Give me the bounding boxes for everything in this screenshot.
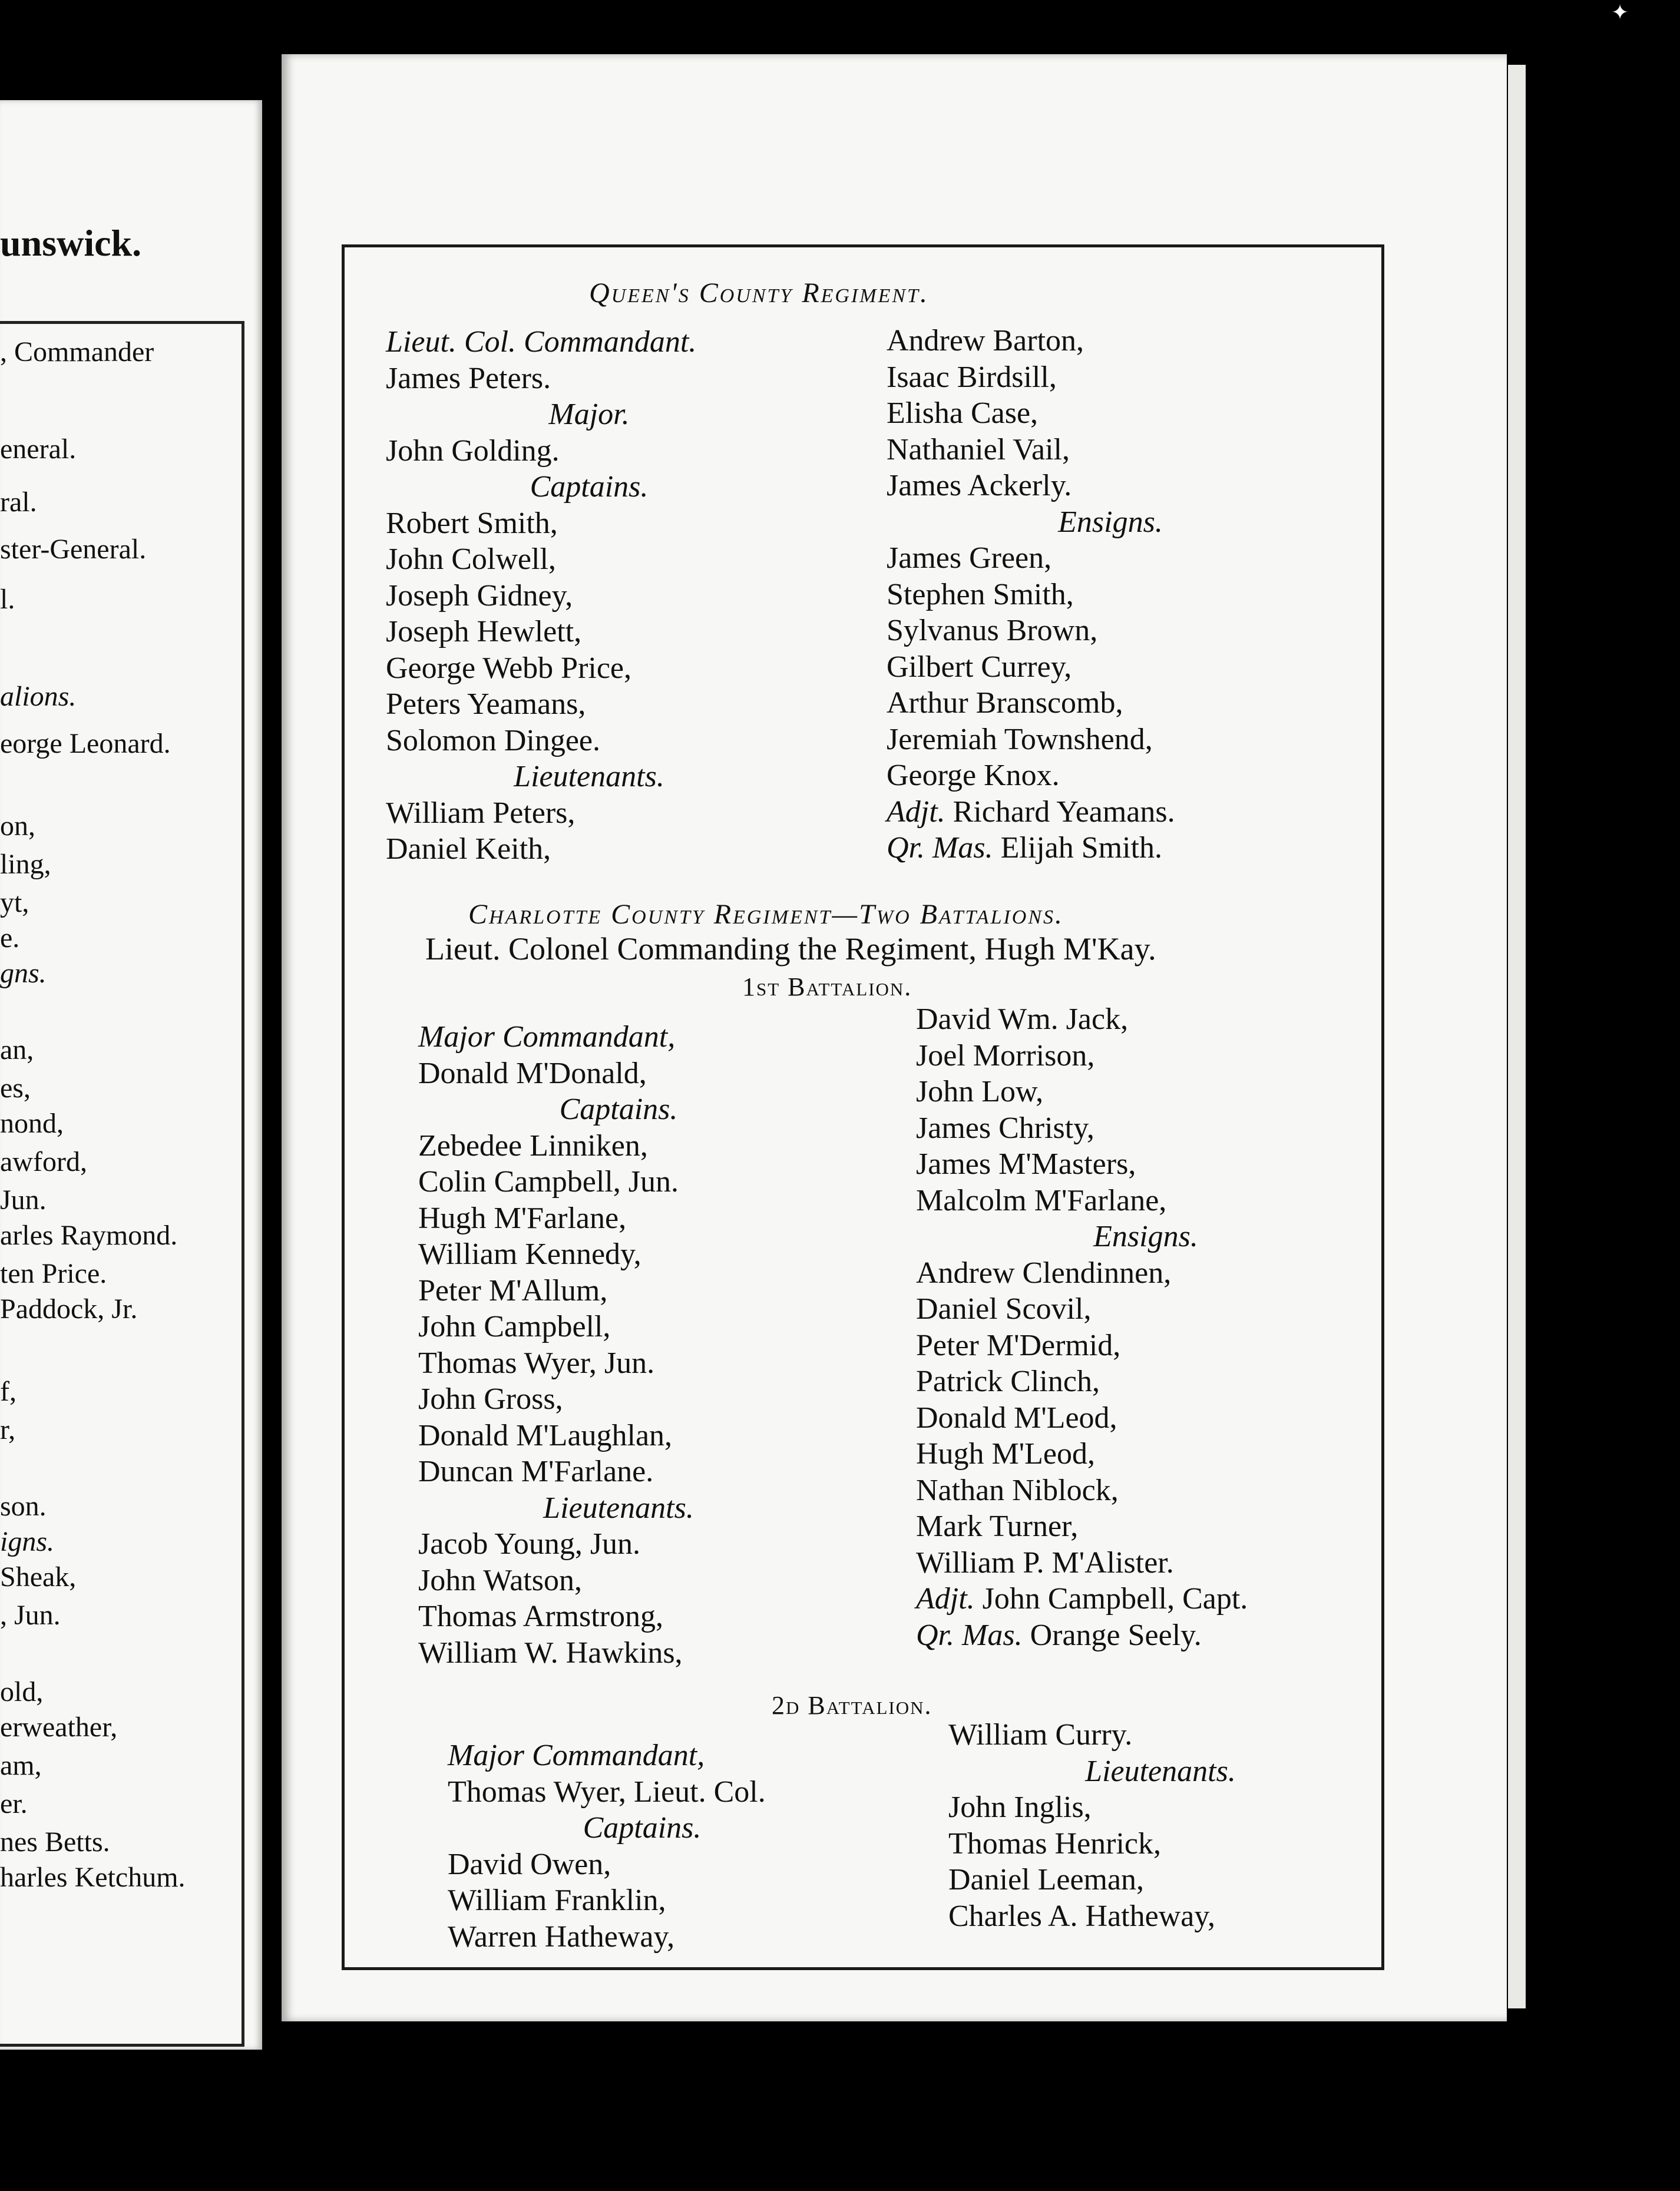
- officer-name: James Christy,: [916, 1111, 1094, 1145]
- officer-name: Arthur Branscomb,: [887, 686, 1123, 720]
- officer-name: Isaac Birdsill,: [887, 360, 1057, 394]
- left-page-line: eorge Leonard.: [0, 728, 171, 759]
- left-page-line: harles Ketchum.: [0, 1862, 186, 1893]
- left-page-line: es,: [0, 1073, 31, 1104]
- left-page-line: ral.: [0, 486, 37, 518]
- rank-heading: Lieutenants.: [1085, 1754, 1236, 1788]
- officer-name: Patrick Clinch,: [916, 1365, 1100, 1398]
- left-page-line: ster-General.: [0, 534, 147, 565]
- battalion2-left-column: [448, 1737, 836, 1955]
- rank-heading: Captains.: [583, 1811, 702, 1845]
- officer-entry: [887, 830, 1334, 866]
- officer-name: Peter M'Allum,: [418, 1273, 608, 1308]
- officer-name: James Peters.: [386, 361, 551, 395]
- left-page-line: awford,: [0, 1146, 87, 1177]
- charlotte-title-sub: —Two Battalions.: [832, 899, 1064, 930]
- officer-name: William W. Hawkins,: [418, 1636, 683, 1670]
- officer-name: Gilbert Currey,: [887, 650, 1072, 684]
- rank-heading: Lieut. Col. Commandant.: [386, 325, 697, 359]
- officer-name: Joel Morrison,: [916, 1038, 1095, 1073]
- officer-name: John Campbell,: [418, 1310, 611, 1343]
- officer-name: William Franklin,: [448, 1884, 666, 1917]
- officer-name: Warren Hatheway,: [448, 1919, 675, 1954]
- left-page-line: ling,: [0, 849, 51, 880]
- left-page-line: eneral.: [0, 433, 77, 465]
- officer-name: Daniel Leeman,: [948, 1863, 1145, 1897]
- left-page-line: Jun.: [0, 1184, 47, 1216]
- officer-name: John Low,: [916, 1075, 1044, 1108]
- officer-name: John Gross,: [418, 1382, 563, 1416]
- rank-heading: Lieutenants.: [514, 760, 664, 793]
- left-page-line: son.: [0, 1491, 47, 1522]
- left-page-line: er.: [0, 1788, 28, 1819]
- left-page-line: erweather,: [0, 1712, 118, 1743]
- officer-name: Thomas Henrick,: [948, 1826, 1162, 1861]
- officer-name: Andrew Barton,: [887, 324, 1084, 358]
- rank-heading: Ensigns.: [1093, 1220, 1198, 1253]
- officer-name: Joseph Hewlett,: [386, 615, 582, 648]
- officer-name: Zebedee Linniken,: [418, 1128, 648, 1163]
- officer-name: Orange Seely.: [1030, 1618, 1202, 1652]
- officer-name: Malcolm M'Farlane,: [916, 1183, 1167, 1217]
- left-page-line: e.: [0, 922, 20, 954]
- charlotte-title-main: Charlotte County Regiment: [468, 899, 832, 930]
- left-page-line: nes Betts.: [0, 1826, 110, 1858]
- queens-title: Queen's County Regiment.: [589, 277, 929, 309]
- officer-name: James Ackerly.: [887, 469, 1072, 502]
- left-page-line: unswick.: [0, 222, 142, 264]
- officer-name: Donald M'Donald,: [418, 1056, 647, 1090]
- battalion1-right-column: [916, 1001, 1375, 1653]
- rank-heading: Major Commandant,: [448, 1739, 705, 1772]
- officer-name: Charles A. Hatheway,: [948, 1899, 1215, 1933]
- officer-name: Daniel Keith,: [386, 832, 551, 866]
- officer-name: Hugh M'Farlane,: [418, 1201, 627, 1235]
- officer-name: George Webb Price,: [386, 651, 631, 685]
- officer-entry: [887, 794, 1334, 830]
- officer-name: Solomon Dingee.: [386, 723, 600, 757]
- lieut-colonel-line: Lieut. Colonel Commanding the Regiment, Hugh M'Kay.: [425, 931, 1156, 967]
- left-page-line: an,: [0, 1034, 34, 1065]
- officer-name: Colin Campbell, Jun.: [418, 1165, 679, 1199]
- rank-label: Qr. Mas.: [916, 1618, 1023, 1652]
- left-page-line: am,: [0, 1750, 42, 1781]
- left-page-line: nond,: [0, 1108, 64, 1139]
- officer-name: John Inglis,: [948, 1790, 1092, 1824]
- left-page-line: igns.: [0, 1526, 55, 1557]
- officer-name: Robert Smith,: [386, 506, 558, 540]
- officer-name: William Curry.: [948, 1718, 1133, 1752]
- left-page-line: f,: [0, 1376, 16, 1407]
- rank-heading: Captains.: [530, 470, 649, 504]
- officer-name: Hugh M'Leod,: [916, 1437, 1096, 1471]
- officer-name: Peter M'Dermid,: [916, 1328, 1121, 1362]
- page-edge: [1508, 65, 1526, 2008]
- officer-name: James M'Masters,: [916, 1147, 1136, 1181]
- battalion2-right-column: [948, 1717, 1373, 1934]
- officer-name: John Watson,: [418, 1563, 582, 1597]
- officer-name: Nathan Niblock,: [916, 1473, 1119, 1507]
- officer-name: William P. M'Alister.: [916, 1545, 1174, 1580]
- officer-name: Stephen Smith,: [887, 577, 1074, 611]
- officer-name: David Wm. Jack,: [916, 1002, 1129, 1036]
- officer-name: Thomas Wyer, Jun.: [418, 1346, 655, 1380]
- officer-name: Peters Yeamans,: [386, 687, 586, 721]
- officer-name: Donald M'Leod,: [916, 1401, 1117, 1435]
- queens-right-column: [887, 323, 1334, 866]
- rank-heading: Major Commandant,: [418, 1020, 676, 1054]
- left-page-line: Sheak,: [0, 1561, 77, 1593]
- rank-heading: Captains.: [559, 1093, 678, 1126]
- rank-label: Qr. Mas.: [887, 831, 993, 865]
- officer-entry: [916, 1581, 1375, 1617]
- officer-name: Daniel Scovil,: [916, 1292, 1092, 1326]
- officer-name: James Green,: [887, 541, 1052, 575]
- officer-name: John Campbell, Capt.: [982, 1582, 1248, 1616]
- rank-heading: Lieutenants.: [543, 1491, 694, 1525]
- left-page-line: Paddock, Jr.: [0, 1293, 138, 1325]
- left-page-line: ten Price.: [0, 1258, 107, 1289]
- corner-mark: ✦: [1611, 1, 1629, 24]
- officer-name: John Golding.: [386, 433, 560, 468]
- left-page-line: old,: [0, 1676, 44, 1707]
- battalion1-left-column: [418, 1019, 819, 1671]
- rank-heading: Major.: [548, 398, 630, 431]
- officer-name: Thomas Armstrong,: [418, 1600, 663, 1633]
- left-page-line: gns.: [0, 958, 47, 989]
- officer-name: Jacob Young, Jun.: [418, 1527, 641, 1561]
- officer-name: William Kennedy,: [418, 1237, 641, 1271]
- charlotte-title: [468, 898, 1064, 931]
- left-page-line: r,: [0, 1414, 16, 1445]
- officer-name: Andrew Clendinnen,: [916, 1256, 1172, 1290]
- officer-name: Elijah Smith.: [1000, 831, 1163, 865]
- left-page-line: arles Raymond.: [0, 1220, 178, 1251]
- officer-entry: [916, 1617, 1375, 1654]
- officer-name: Joseph Gidney,: [386, 578, 573, 613]
- officer-name: William Peters,: [386, 796, 576, 830]
- queens-left-column: [386, 324, 792, 868]
- officer-name: Sylvanus Brown,: [887, 614, 1098, 647]
- rank-heading: Ensigns.: [1058, 505, 1163, 539]
- left-page-line: , Jun.: [0, 1600, 61, 1631]
- second-battalion-heading: 2d Battalion.: [772, 1691, 932, 1720]
- left-page-line: yt,: [0, 887, 29, 918]
- left-page-line: alions.: [0, 681, 77, 712]
- officer-name: Richard Yeamans.: [953, 795, 1175, 829]
- rank-label: Adjt.: [916, 1582, 975, 1616]
- officer-name: David Owen,: [448, 1847, 611, 1881]
- officer-name: Nathaniel Vail,: [887, 432, 1070, 466]
- officer-name: George Knox.: [887, 759, 1060, 792]
- rank-label: Adjt.: [887, 795, 945, 829]
- left-page-line: l.: [0, 584, 15, 615]
- officer-name: Duncan M'Farlane.: [418, 1455, 654, 1488]
- officer-name: Jeremiah Townshend,: [887, 722, 1153, 756]
- left-page-line: , Commander: [0, 336, 154, 368]
- left-page-line: on,: [0, 810, 35, 842]
- officer-name: Mark Turner,: [916, 1510, 1079, 1543]
- officer-name: Thomas Wyer, Lieut. Col.: [448, 1775, 766, 1809]
- first-battalion-heading: 1st Battalion.: [742, 972, 912, 1001]
- officer-name: John Colwell,: [386, 542, 556, 576]
- left-page: [0, 100, 262, 2050]
- officer-name: Donald M'Laughlan,: [418, 1418, 673, 1452]
- officer-name: Elisha Case,: [887, 396, 1039, 430]
